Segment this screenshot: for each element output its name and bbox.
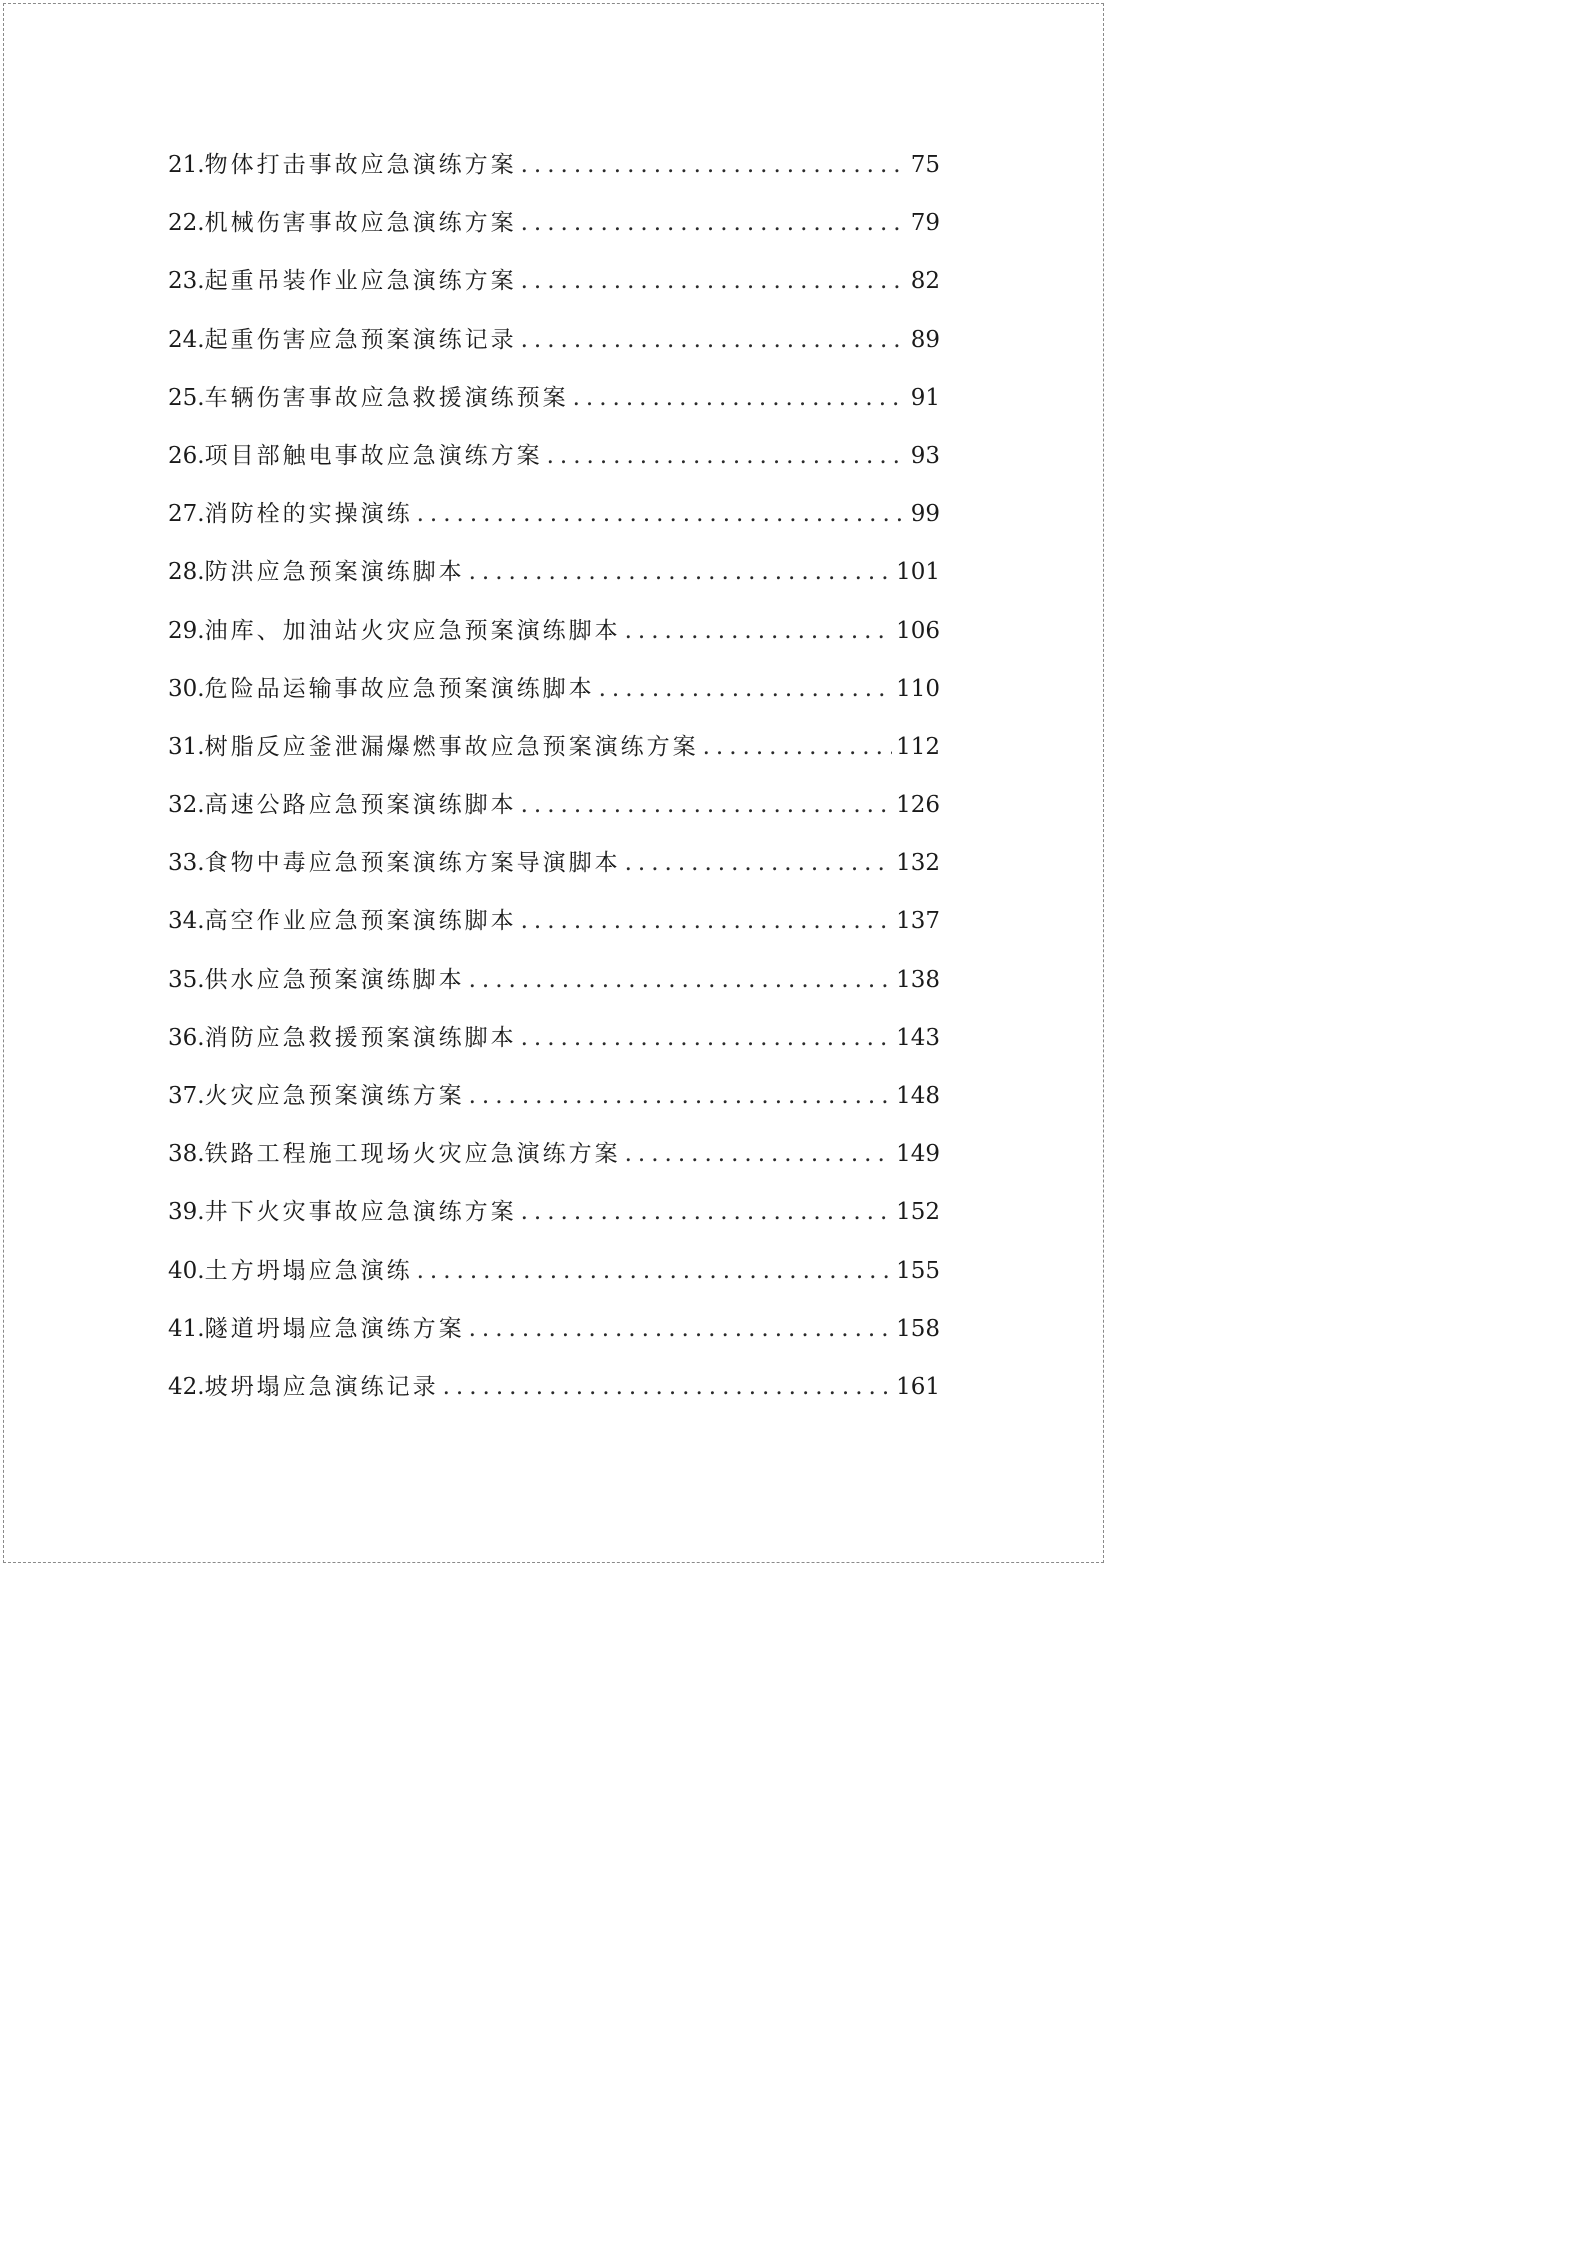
- toc-entry[interactable]: [168, 892, 940, 950]
- toc-entry-page: 138: [896, 966, 940, 993]
- toc-entry-page: 99: [910, 501, 940, 528]
- toc-entry-number: 26.: [168, 442, 205, 469]
- toc-entry-page: 132: [896, 850, 940, 877]
- toc-dot-leader: [469, 1067, 893, 1125]
- toc-entry[interactable]: [168, 951, 940, 1009]
- toc-entry-page: 155: [896, 1257, 940, 1284]
- toc-dot-leader: [625, 602, 893, 660]
- toc-entry[interactable]: [168, 427, 940, 485]
- toc-entry-page: 126: [896, 792, 940, 819]
- toc-entry-page: 91: [910, 384, 940, 411]
- toc-entry-number: 40.: [168, 1257, 205, 1284]
- toc-dot-leader: [417, 1242, 893, 1300]
- toc-entry[interactable]: [168, 834, 940, 892]
- toc-dot-leader: [469, 951, 893, 1009]
- toc-entry-page: 161: [896, 1373, 940, 1400]
- toc-dot-leader: [521, 252, 907, 310]
- toc-entry[interactable]: [168, 1242, 940, 1300]
- toc-entry-title: 消防栓的实操演练: [204, 501, 413, 528]
- toc-entry[interactable]: [168, 776, 940, 834]
- toc-entry-title: 高速公路应急预案演练脚本: [204, 792, 517, 819]
- toc-entry-number: 34.: [168, 908, 205, 935]
- toc-entry-title: 机械伤害事故应急演练方案: [204, 210, 517, 237]
- toc-entry[interactable]: [168, 252, 940, 310]
- toc-entry-number: 35.: [168, 966, 205, 993]
- toc-dot-leader: [547, 427, 907, 485]
- toc-entry[interactable]: [168, 718, 940, 776]
- toc-entry-title: 危险品运输事故应急预案演练脚本: [204, 675, 595, 702]
- toc-entry-number: 38.: [168, 1141, 205, 1168]
- toc-dot-leader: [521, 892, 893, 950]
- toc-entry[interactable]: [168, 1358, 940, 1416]
- toc-dot-leader: [469, 543, 893, 601]
- toc-entry-title: 油库、加油站火灾应急预案演练脚本: [204, 617, 621, 644]
- toc-entry-number: 31.: [168, 733, 205, 760]
- toc-dot-leader: [521, 194, 907, 252]
- toc-dot-leader: [443, 1358, 893, 1416]
- toc-entry-number: 28.: [168, 559, 205, 586]
- toc-entry-page: 137: [896, 908, 940, 935]
- toc-dot-leader: [625, 834, 893, 892]
- toc-entry-number: 32.: [168, 792, 205, 819]
- toc-dot-leader: [521, 1009, 893, 1067]
- toc-entry-number: 41.: [168, 1315, 205, 1342]
- toc-entry-title: 供水应急预案演练脚本: [204, 966, 465, 993]
- toc-dot-leader: [703, 718, 893, 776]
- toc-entry-title: 项目部触电事故应急演练方案: [204, 442, 543, 469]
- toc-dot-leader: [417, 485, 907, 543]
- toc-dot-leader: [469, 1300, 893, 1358]
- toc-entry-title: 起重伤害应急预案演练记录: [204, 326, 517, 353]
- toc-entry[interactable]: [168, 1067, 940, 1125]
- toc-entry-number: 23.: [168, 268, 205, 295]
- toc-entry-page: 143: [896, 1024, 940, 1051]
- toc-entry[interactable]: [168, 369, 940, 427]
- toc-entry-number: 25.: [168, 384, 205, 411]
- toc-entry[interactable]: [168, 1125, 940, 1183]
- toc-entry[interactable]: [168, 485, 940, 543]
- toc-entry-title: 食物中毒应急预案演练方案导演脚本: [204, 850, 621, 877]
- toc-entry[interactable]: [168, 1300, 940, 1358]
- toc-entry[interactable]: [168, 543, 940, 601]
- toc-entry-page: 79: [910, 210, 940, 237]
- toc-entry-title: 铁路工程施工现场火灾应急演练方案: [204, 1141, 621, 1168]
- toc-entry-title: 火灾应急预案演练方案: [204, 1083, 465, 1109]
- toc-entry-title: 树脂反应釜泄漏爆燃事故应急预案演练方案: [204, 733, 699, 760]
- toc-entry-title: 消防应急救援预案演练脚本: [204, 1024, 517, 1051]
- toc-entry-title: 隧道坍塌应急演练方案: [204, 1315, 465, 1342]
- toc-entry-page: 110: [896, 675, 940, 702]
- toc-entry-title: 土方坍塌应急演练: [204, 1257, 413, 1284]
- toc-entry-page: 101: [896, 559, 940, 586]
- toc-dot-leader: [625, 1125, 893, 1183]
- toc-entry-page: 106: [896, 617, 940, 644]
- toc-entry-number: 39.: [168, 1199, 205, 1226]
- toc-entry-title: 物体打击事故应急演练方案: [204, 152, 517, 178]
- toc-dot-leader: [573, 369, 907, 427]
- toc-entry[interactable]: [168, 660, 940, 718]
- toc-entry-title: 防洪应急预案演练脚本: [204, 559, 465, 586]
- toc-entry[interactable]: [168, 1009, 940, 1067]
- toc-entry-number: 36.: [168, 1024, 205, 1051]
- toc-entry-page: 152: [896, 1199, 940, 1226]
- toc-entry-page: 82: [910, 268, 940, 295]
- toc-dot-leader: [521, 1183, 893, 1241]
- toc-entry-page: 149: [896, 1141, 940, 1168]
- toc-dot-leader: [521, 776, 893, 834]
- toc-entry-page: 93: [910, 442, 940, 469]
- toc-entry-title: 高空作业应急预案演练脚本: [204, 908, 517, 935]
- toc-dot-leader: [521, 136, 907, 194]
- toc-entry[interactable]: [168, 194, 940, 252]
- toc-entry[interactable]: [168, 311, 940, 369]
- toc-entry[interactable]: [168, 136, 940, 194]
- toc-entry-page: 158: [896, 1315, 940, 1342]
- toc-entry-number: 22.: [168, 210, 205, 237]
- toc-entry[interactable]: [168, 1183, 940, 1241]
- toc-entry-page: 89: [910, 326, 940, 353]
- toc-entry-title: 起重吊装作业应急演练方案: [204, 268, 517, 295]
- toc-entry-number: 21.: [168, 152, 205, 178]
- toc-dot-leader: [521, 311, 907, 369]
- toc-entry-title: 坡坍塌应急演练记录: [204, 1373, 439, 1400]
- toc-entry-page: 112: [896, 733, 940, 760]
- toc-entry-number: 37.: [168, 1083, 205, 1109]
- toc-entry-page: 148: [896, 1083, 940, 1109]
- toc-dot-leader: [599, 660, 893, 718]
- toc-entry-page: 75: [910, 152, 940, 178]
- toc-entry-number: 27.: [168, 501, 205, 528]
- toc-entry-number: 24.: [168, 326, 205, 353]
- toc-entry[interactable]: [168, 602, 940, 660]
- toc-entry-number: 30.: [168, 675, 205, 702]
- toc-entry-title: 车辆伤害事故应急救援演练预案: [204, 384, 569, 411]
- toc-entry-title: 井下火灾事故应急演练方案: [204, 1199, 517, 1226]
- toc-entry-number: 42.: [168, 1373, 205, 1400]
- toc-entry-number: 33.: [168, 850, 205, 877]
- table-of-contents: [168, 136, 940, 1416]
- toc-entry-number: 29.: [168, 617, 205, 644]
